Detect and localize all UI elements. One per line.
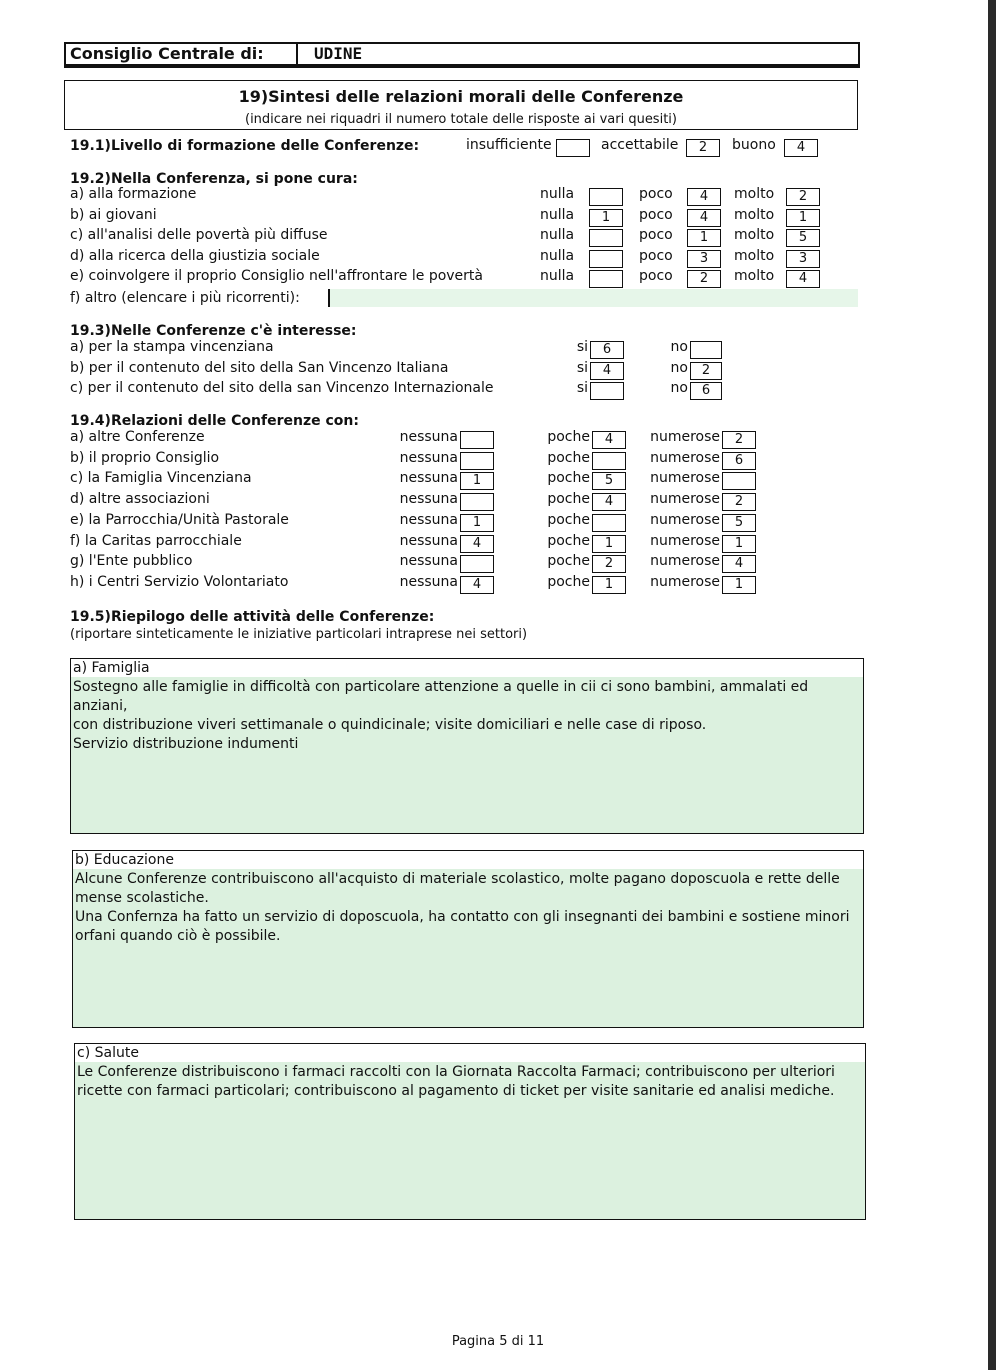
s193-title: 19.3)Nelle Conferenze c'è interesse: [70,323,357,339]
s194-col-label: numerose [650,511,720,528]
s194-col-label: poche [547,429,590,445]
s192-col-label: nulla [540,227,575,243]
s193-row-label: c) per il contenuto del sito della san Vincenzo Internazionale [70,380,494,396]
s194-row-label: d) altre associazioni [70,491,210,508]
s194-value-box[interactable] [592,452,626,470]
s193-value-box[interactable] [690,341,722,359]
s194-row-label: e) la Parrocchia/Unità Pastorale [70,511,289,528]
header-divider [296,44,298,64]
s194-col-label: poche [547,511,590,528]
page-footer: Pagina 5 di 11 [451,1334,545,1349]
activity-head-educazione: b) Educazione [73,851,863,869]
s194-col-label: nessuna [399,511,458,528]
activity-text-famiglia[interactable]: Sostegno alle famiglie in difficoltà con particolare attenzione a quelle in cii ci sono bambini, ammalati ed anziani, con distribuzione viveri settimanale o quindicinale; visite domiciliari e nelle case di riposo. Servizio distribuzione indumenti [73,679,809,752]
s192-value-box[interactable] [589,250,623,268]
s194-row-label: f) la Caritas parrocchiale [70,532,242,549]
s194-col-label: numerose [650,553,720,570]
s194-value-box[interactable]: 6 [722,452,756,470]
s194-value-box[interactable] [722,472,756,490]
s193-col-label: si [576,359,588,376]
s191-box-buono[interactable]: 4 [784,139,818,157]
s192-other-label: f) altro (elencare i più ricorrenti): [70,290,300,306]
s194-title: 19.4)Relazioni delle Conferenze con: [70,413,359,429]
s194-col-label: numerose [650,573,720,590]
s194-value-box[interactable]: 4 [592,493,626,511]
s193-col-label: si [576,339,588,355]
activity-box-salute[interactable] [74,1043,866,1220]
s192-col-label: nulla [540,186,575,202]
s194-col-label: poche [547,553,590,570]
s193-value-box[interactable]: 6 [590,341,624,359]
s194-col-label: nessuna [399,429,458,445]
s192-col-label: molto [734,268,775,284]
s192-value-box[interactable]: 2 [786,188,820,206]
s194-col-label: numerose [650,491,720,508]
s193-col-label: si [576,380,588,396]
section-title-box [64,80,858,130]
s192-col-label: nulla [540,206,575,223]
council-header [64,42,860,68]
s192-value-box[interactable]: 3 [687,250,721,268]
s194-value-box[interactable]: 1 [722,535,756,553]
s194-col-label: nessuna [399,470,458,487]
s194-value-box[interactable] [460,493,494,511]
s194-value-box[interactable]: 1 [592,576,626,594]
s192-value-box[interactable]: 1 [589,209,623,227]
s192-col-label: poco [639,247,673,264]
s191-label-accettabile: accettabile [601,137,679,153]
s194-value-box[interactable]: 4 [592,431,626,449]
s194-col-label: poche [547,491,590,508]
activity-text-salute[interactable]: Le Conferenze distribuiscono i farmaci raccolti con la Giornata Raccolta Farmaci; contribuiscono per ulteriori ricette con farmaci particolari; contribuiscono al pagamento di ticket per visite sanitarie ed analisi mediche. [77,1064,835,1099]
s194-value-box[interactable]: 2 [722,431,756,449]
section-subtitle: (indicare nei riquadri il numero totale delle risposte ai vari quesiti) [245,112,677,127]
s192-value-box[interactable]: 2 [687,270,721,288]
s194-value-box[interactable]: 1 [460,472,494,490]
s194-row-label: b) il proprio Consiglio [70,449,220,466]
s192-col-label: molto [734,206,775,223]
s194-value-box[interactable]: 1 [592,535,626,553]
s194-row-label: c) la Famiglia Vincenziana [70,470,252,487]
s194-col-label: nessuna [399,532,458,549]
s192-col-label: nulla [540,247,575,264]
s192-row-label: a) alla formazione [70,186,197,202]
s192-value-box[interactable]: 1 [687,229,721,247]
s194-col-label: numerose [650,429,720,445]
s192-col-label: molto [734,186,775,202]
s192-value-box[interactable]: 5 [786,229,820,247]
s191-label-insufficiente: insufficiente [466,137,552,153]
s194-col-label: poche [547,573,590,590]
s194-value-box[interactable]: 1 [460,514,494,532]
s194-value-box[interactable]: 2 [592,555,626,573]
s191-label-buono: buono [732,137,776,153]
s194-value-box[interactable]: 5 [722,514,756,532]
activity-text-educazione[interactable]: Alcune Conferenze contribuiscono all'acquisto di materiale scolastico, molte pagano doposcuola e rette delle mense scolastiche. Una Confernza ha fatto un servizio di doposcuola, ha contatto con gli insegnanti dei bambini e sostiene minori orfani quando ciò è possibile. [75,871,850,944]
s194-value-box[interactable]: 4 [460,535,494,553]
council-value[interactable]: UDINE [314,44,363,63]
s193-col-label: no [670,359,688,376]
s192-value-box[interactable]: 1 [786,209,820,227]
s194-col-label: nessuna [399,491,458,508]
s193-row-label: a) per la stampa vincenziana [70,339,274,355]
s192-value-box[interactable]: 4 [786,270,820,288]
s191-title: 19.1)Livello di formazione delle Conferenze: [70,138,420,154]
s193-col-label: no [670,339,688,355]
s194-col-label: nessuna [399,553,458,570]
s194-col-label: nessuna [399,573,458,590]
s192-col-label: molto [734,247,775,264]
s193-value-box[interactable]: 4 [590,362,624,380]
s192-col-label: poco [639,227,673,243]
scan-edge [988,0,996,1370]
s194-col-label: numerose [650,449,720,466]
s195-title: 19.5)Riepilogo delle attività delle Conferenze: [70,609,435,625]
s194-value-box[interactable]: 4 [460,576,494,594]
activity-box-famiglia[interactable] [70,658,864,834]
s193-row-label: b) per il contenuto del sito della San Vincenzo Italiana [70,359,449,376]
text-cursor [328,289,330,307]
section-title: 19)Sintesi delle relazioni morali delle Conferenze [238,87,684,106]
s194-value-box[interactable] [460,555,494,573]
s192-row-label: b) ai giovani [70,206,157,223]
s192-title: 19.2)Nella Conferenza, si pone cura: [70,171,358,187]
s194-value-box[interactable] [460,431,494,449]
s192-col-label: nulla [540,268,575,284]
s194-row-label: a) altre Conferenze [70,429,205,445]
activity-head-salute: c) Salute [75,1044,865,1062]
s193-value-box[interactable]: 6 [690,382,722,400]
s194-col-label: poche [547,532,590,549]
s194-col-label: numerose [650,470,720,487]
s192-value-box[interactable]: 4 [687,188,721,206]
s192-value-box[interactable] [589,229,623,247]
s193-value-box[interactable] [590,382,624,400]
s192-other-field[interactable] [330,289,858,307]
s194-value-box[interactable]: 4 [722,555,756,573]
s192-value-box[interactable]: 4 [687,209,721,227]
s194-value-box[interactable] [592,514,626,532]
council-label: Consiglio Centrale di: [70,44,264,63]
s194-row-label: g) l'Ente pubblico [70,553,193,570]
s191-box-insufficiente[interactable] [556,139,590,157]
s194-value-box[interactable]: 2 [722,493,756,511]
activity-box-educazione[interactable] [72,850,864,1028]
s194-row-label: h) i Centri Servizio Volontariato [70,573,289,590]
s194-col-label: nessuna [399,449,458,466]
s194-col-label: poche [547,470,590,487]
s195-subtitle: (riportare sinteticamente le iniziative particolari intraprese nei settori) [70,627,528,642]
s192-row-label: c) all'analisi delle povertà più diffuse [70,227,328,243]
s192-value-box[interactable]: 3 [786,250,820,268]
s193-col-label: no [670,380,688,396]
s192-col-label: poco [639,186,673,202]
s192-row-label: d) alla ricerca della giustizia sociale [70,247,320,264]
s194-value-box[interactable]: 1 [722,576,756,594]
s192-value-box[interactable] [589,188,623,206]
s192-col-label: poco [639,268,673,284]
s192-row-label: e) coinvolgere il proprio Consiglio nell'affrontare le povertà [70,268,483,284]
s192-col-label: poco [639,206,673,223]
s194-col-label: poche [547,449,590,466]
s191-box-accettabile[interactable]: 2 [686,139,720,157]
s193-value-box[interactable]: 2 [690,362,722,380]
s192-value-box[interactable] [589,270,623,288]
s194-value-box[interactable] [460,452,494,470]
s194-col-label: numerose [650,532,720,549]
s194-value-box[interactable]: 5 [592,472,626,490]
s192-col-label: molto [734,227,775,243]
activity-head-famiglia: a) Famiglia [71,659,863,677]
